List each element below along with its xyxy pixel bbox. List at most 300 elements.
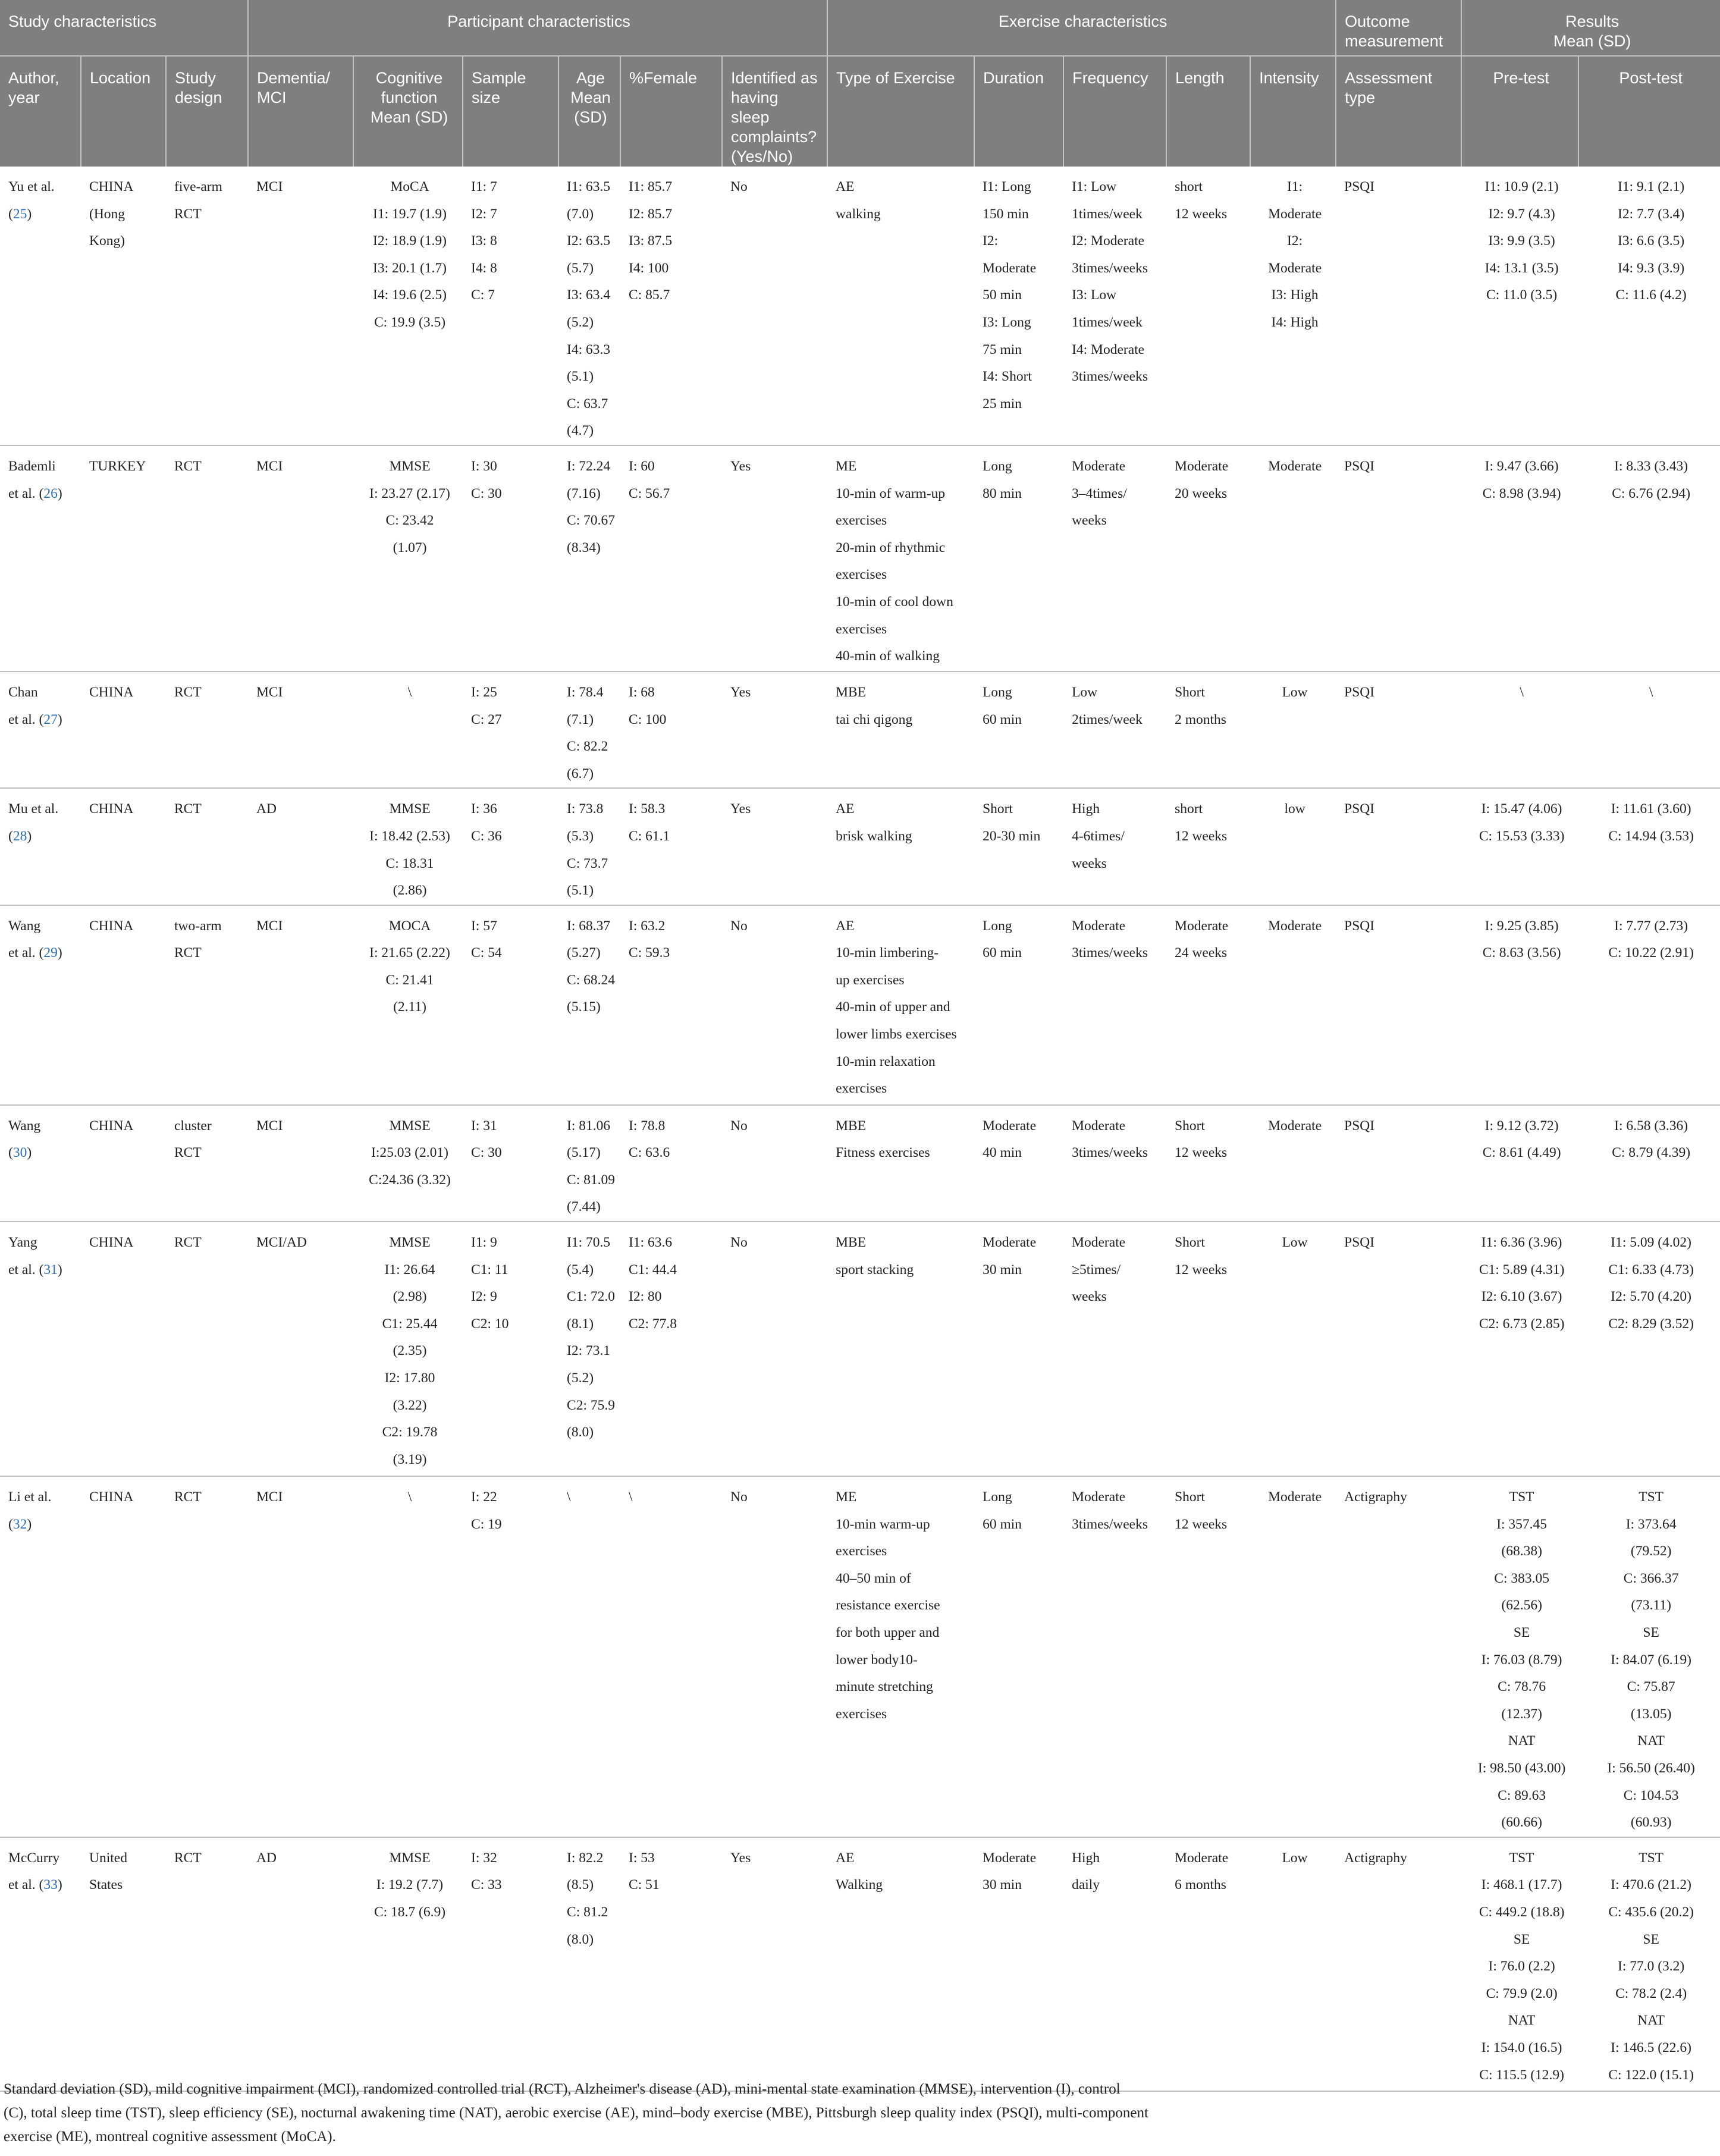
cell-line: I:25.03 (2.01) (371, 1145, 448, 1161)
cell-line: I4: 19.6 (2.5) (373, 287, 447, 303)
cell-sample (463, 167, 558, 445)
cell-length (1166, 1837, 1250, 2091)
cell-line: I1: 63.5 (567, 179, 611, 194)
cell-line: Moderate (1268, 1489, 1322, 1505)
cell-line: lower limbs exercises (836, 1027, 957, 1043)
cell-sleep (722, 1476, 827, 1837)
cell-line: SE (1643, 1931, 1659, 1947)
table-row (0, 788, 1720, 905)
reference-link[interactable]: 32 (12, 1516, 27, 1532)
cell-line: (8.0) (567, 1931, 594, 1947)
cell-line: C: 56.7 (629, 485, 670, 501)
cell-line: RCT (174, 945, 202, 961)
col-header-length: Length (1166, 56, 1250, 167)
cell-line: I: 84.07 (6.19) (1611, 1652, 1692, 1668)
cell-line: (5.17) (567, 1145, 601, 1161)
cell-line: short (1175, 179, 1203, 194)
cell-sample (463, 1105, 558, 1222)
reference-link[interactable]: 25 (12, 206, 27, 222)
cell-age (558, 788, 620, 905)
cell-line: Moderate (983, 1850, 1037, 1866)
cell-line: CHINA (89, 1118, 134, 1134)
cell-assessment (1336, 1476, 1461, 1837)
cell-line: I: 56.50 (26.40) (1607, 1760, 1695, 1776)
cell-length (1166, 445, 1250, 671)
cell-intensity (1250, 167, 1336, 445)
cell-line: I: 82.2 (567, 1850, 604, 1866)
cell-line: (79.52) (1630, 1543, 1672, 1559)
cell-line: TST (1639, 1489, 1664, 1505)
cell-line: C: 61.1 (629, 828, 670, 844)
cell-line: PSQI (1344, 179, 1375, 194)
cell-female (620, 1837, 722, 2091)
cell-cognitive (353, 445, 463, 671)
cell-line: Yes (730, 801, 751, 817)
cell-assessment (1336, 788, 1461, 905)
cell-line: Moderate (983, 1235, 1037, 1251)
cell-dementia (248, 1476, 353, 1837)
cell-line: C: 10.22 (2.91) (1608, 945, 1694, 961)
cell-line: Moderate (1268, 918, 1322, 934)
cell-line: (8.0) (567, 1424, 594, 1441)
cell-line: Wang (8, 1118, 41, 1134)
cell-author (0, 445, 81, 671)
cell-post (1578, 1476, 1720, 1837)
col-header-sleep: Identified as having sleep complaints? (Yes/No) (722, 56, 827, 167)
cell-line: Low (1282, 1850, 1308, 1866)
cell-line: MMSE (389, 1118, 431, 1134)
cell-line: AE (836, 179, 855, 194)
cell-line: (7.44) (567, 1199, 601, 1215)
cell-line: MCI (256, 684, 283, 700)
cell-line: C: 14.94 (3.53) (1608, 828, 1694, 844)
cell-line: (30) (8, 1145, 32, 1161)
cell-assessment (1336, 167, 1461, 445)
cell-line: 3–4times/ (1072, 485, 1127, 501)
group-exercise: Exercise characteristics (827, 0, 1336, 56)
reference-link[interactable]: 28 (12, 828, 27, 844)
cell-line: Short (1175, 684, 1206, 700)
cell-line: Fitness exercises (836, 1145, 930, 1161)
cell-line: I: 470.6 (21.2) (1611, 1877, 1692, 1893)
cell-dementia (248, 445, 353, 671)
cell-line: I: 68 (629, 684, 655, 700)
cell-line: (6.7) (567, 765, 594, 782)
cell-line: 30 min (983, 1261, 1022, 1278)
cell-line: (3.19) (393, 1451, 427, 1467)
cell-sleep (722, 905, 827, 1105)
cell-line: 150 min (983, 206, 1029, 222)
cell-line: I: 9.47 (3.66) (1484, 458, 1559, 474)
cell-line: (5.27) (567, 945, 601, 961)
cell-line: C: 36 (471, 828, 502, 844)
cell-line: C: 435.6 (20.2) (1608, 1904, 1694, 1920)
cell-line: I: 78.4 (567, 684, 604, 700)
cell-line: for both upper and (836, 1625, 940, 1641)
cell-author (0, 1222, 81, 1476)
col-header-age: Age Mean (SD) (558, 56, 620, 167)
cell-length (1166, 167, 1250, 445)
cell-line: exercises (836, 621, 887, 637)
col-header-female: %Female (620, 56, 722, 167)
cell-line: 30 min (983, 1877, 1022, 1893)
cell-length (1166, 1105, 1250, 1222)
cell-line: I: 11.61 (3.60) (1611, 801, 1691, 817)
cell-dementia (248, 1222, 353, 1476)
table-row (0, 671, 1720, 788)
col-header-duration: Duration (974, 56, 1063, 167)
cell-line: AE (836, 918, 855, 934)
cell-line: RCT (174, 1850, 202, 1866)
cell-post (1578, 445, 1720, 671)
cell-line: Moderate (1268, 206, 1322, 222)
cell-line: 40-min of upper and (836, 999, 950, 1015)
cell-location (81, 671, 166, 788)
cell-line: I: 18.42 (2.53) (369, 828, 450, 844)
cell-line: High (1072, 801, 1100, 817)
cell-age (558, 1476, 620, 1837)
cell-dementia (248, 671, 353, 788)
cell-line: C1: 6.33 (4.73) (1608, 1261, 1694, 1278)
cell-age (558, 1222, 620, 1476)
cell-type (827, 671, 974, 788)
cell-line: C1: 5.89 (4.31) (1479, 1261, 1565, 1278)
cell-line: (12.37) (1501, 1706, 1542, 1722)
cell-age (558, 1837, 620, 2091)
cell-sleep (722, 1837, 827, 2091)
cell-line: I1: 7 (471, 179, 497, 194)
reference-link[interactable]: 31 (43, 1261, 58, 1278)
cell-sleep (722, 1105, 827, 1222)
table-row (0, 905, 1720, 1105)
col-header-pre: Pre-test (1461, 56, 1578, 167)
cell-line: C: 63.7 (567, 396, 608, 412)
cell-line: C2: 19.78 (382, 1424, 438, 1441)
cell-pre (1461, 788, 1578, 905)
cell-line: C: 19.9 (3.5) (373, 314, 446, 330)
reference-link[interactable]: 29 (43, 945, 58, 961)
cell-line: Low (1072, 684, 1098, 700)
cell-frequency (1063, 671, 1166, 788)
cell-line: 20 weeks (1175, 485, 1228, 501)
cell-line: PSQI (1344, 458, 1375, 474)
cell-line: C: 115.5 (12.9) (1479, 2067, 1564, 2083)
cell-line: MMSE (389, 1235, 431, 1251)
cell-line: exercises (836, 513, 887, 529)
cell-design (166, 1222, 248, 1476)
cell-dementia (248, 788, 353, 905)
cell-line: (60.93) (1630, 1815, 1672, 1831)
cell-line: I: 78.8 (629, 1118, 666, 1134)
cell-line: 12 weeks (1175, 1261, 1228, 1278)
cell-line: Yes (730, 458, 751, 474)
cell-line: C: 100 (629, 711, 667, 727)
col-header-assessment: Assessment type (1336, 56, 1461, 167)
cell-line: No (730, 1489, 748, 1505)
cell-line: States (89, 1877, 123, 1893)
cell-line: McCurry (8, 1850, 60, 1866)
cell-post (1578, 905, 1720, 1105)
cell-intensity (1250, 1105, 1336, 1222)
cell-line: Short (1175, 1489, 1206, 1505)
cell-line: I3: 20.1 (1.7) (373, 260, 447, 276)
cell-line: Yes (730, 684, 751, 700)
cell-line: CHINA (89, 801, 134, 817)
cell-female (620, 788, 722, 905)
cell-line: C: 27 (471, 711, 502, 727)
cell-line: I: 72.24 (567, 458, 611, 474)
cell-line: I3: 9.9 (3.5) (1488, 233, 1555, 249)
cell-length (1166, 1222, 1250, 1476)
cell-assessment (1336, 1222, 1461, 1476)
cell-line: C: 85.7 (629, 287, 670, 303)
cell-line: Long (983, 458, 1012, 474)
cell-line: (2.86) (393, 883, 427, 899)
cell-line: weeks (1072, 513, 1107, 529)
cell-dementia (248, 1837, 353, 2091)
cell-dementia (248, 905, 353, 1105)
footnote-line: Standard deviation (SD), mild cognitive impairment (MCI), randomized controlled trial (RCT), Alzheimer's disease (AD), mini-mental state examination (MMSE), intervention (I), control (4, 2081, 1120, 2097)
cell-line: 24 weeks (1175, 945, 1228, 961)
cell-line: \ (629, 1489, 633, 1505)
cell-location (81, 1105, 166, 1222)
cell-location (81, 788, 166, 905)
cell-line: Wang (8, 918, 41, 934)
cell-line: (13.05) (1630, 1706, 1672, 1722)
cell-line: (2.35) (393, 1343, 427, 1359)
cell-line: MCI (256, 1489, 283, 1505)
cell-line: I: 76.0 (2.2) (1488, 1959, 1555, 1975)
cell-line: 10-min relaxation (836, 1053, 936, 1069)
cell-line: 75 min (983, 341, 1022, 357)
cell-line: I1: 63.6 (629, 1235, 673, 1251)
cell-design (166, 1105, 248, 1222)
cell-line: CHINA (89, 179, 134, 194)
cell-line: I: 25 (471, 684, 497, 700)
cell-intensity (1250, 1222, 1336, 1476)
cell-line: exercises (836, 1706, 887, 1722)
cell-line: I4: High (1271, 314, 1319, 330)
cell-line: C1: 44.4 (629, 1261, 677, 1278)
cell-line: Moderate (1072, 1235, 1126, 1251)
cell-design (166, 671, 248, 788)
cell-line: TST (1509, 1489, 1534, 1505)
cell-duration (974, 1476, 1063, 1837)
cell-line: C: 73.7 (567, 855, 608, 871)
table-row (0, 1222, 1720, 1476)
cell-line: I: 23.27 (2.17) (369, 485, 450, 501)
table-row (0, 1105, 1720, 1222)
cell-assessment (1336, 445, 1461, 671)
cell-line: C2: 75.9 (567, 1397, 615, 1413)
cell-location (81, 445, 166, 671)
cell-line: (2.98) (393, 1289, 427, 1305)
cell-line: 20-30 min (983, 828, 1041, 844)
cell-pre (1461, 167, 1578, 445)
cell-duration (974, 1222, 1063, 1476)
cell-line: I1: 85.7 (629, 179, 673, 194)
cell-line: C: 366.37 (1623, 1570, 1679, 1586)
cell-line: Mu et al. (8, 801, 59, 817)
cell-line: 3times/weeks (1072, 1516, 1148, 1532)
cell-line: 1times/week (1072, 314, 1143, 330)
cell-line: tai chi qigong (836, 711, 913, 727)
cell-line: I4: 9.3 (3.9) (1618, 260, 1685, 276)
cell-line: I: 68.37 (567, 918, 611, 934)
cell-line: I1: 19.7 (1.9) (373, 206, 447, 222)
cell-line: 3times/weeks (1072, 1145, 1148, 1161)
reference-link[interactable]: 33 (43, 1877, 58, 1893)
cell-line: PSQI (1344, 1118, 1375, 1134)
cell-line: C: 8.79 (4.39) (1612, 1145, 1691, 1161)
cell-line: Moderate (1175, 918, 1229, 934)
cell-line: RCT (174, 458, 202, 474)
cell-line: I: 373.64 (1625, 1516, 1677, 1532)
cell-line: No (730, 918, 748, 934)
cell-line: I2: 6.10 (3.67) (1481, 1289, 1562, 1305)
cell-line: I3: Low (1072, 287, 1117, 303)
cell-line: I4: 8 (471, 260, 497, 276)
cell-line: Moderate (1072, 1118, 1126, 1134)
cell-line: I: 7.77 (2.73) (1614, 918, 1688, 934)
cell-line: Low (1282, 1235, 1308, 1251)
cell-pre (1461, 445, 1578, 671)
cell-line: et al. (29) (8, 945, 62, 961)
cell-line: C: 30 (471, 485, 502, 501)
cell-line: Yes (730, 1850, 751, 1866)
cell-line: 12 weeks (1175, 206, 1228, 222)
cell-line: (8.34) (567, 539, 601, 556)
cell-line: Moderate (1268, 458, 1322, 474)
cell-line: (5.3) (567, 828, 594, 844)
footnote-line: exercise (ME), montreal cognitive assessment (MoCA). (4, 2129, 336, 2145)
cell-sample (463, 671, 558, 788)
reference-link[interactable]: 26 (43, 485, 58, 501)
cell-location (81, 905, 166, 1105)
group-header-row (0, 0, 1720, 56)
cell-line: (7.0) (567, 206, 594, 222)
cell-line: I1: 26.64 (384, 1261, 435, 1278)
cell-line: I1: (1287, 179, 1303, 194)
cell-line: \ (1520, 684, 1524, 700)
table-footnote (0, 2077, 1720, 2149)
cell-age (558, 905, 620, 1105)
cell-line: C: 8.61 (4.49) (1482, 1145, 1561, 1161)
cell-line: (5.1) (567, 369, 594, 385)
cell-sleep (722, 445, 827, 671)
col-header-author: Author, year (0, 56, 81, 167)
cell-line: I2: Moderate (1072, 233, 1145, 249)
cell-line: (60.66) (1501, 1815, 1542, 1831)
cell-line: (1.07) (393, 539, 427, 556)
cell-line: I3: 8 (471, 233, 497, 249)
cell-line: MBE (836, 1118, 867, 1134)
cell-line: C: 11.0 (3.5) (1486, 287, 1558, 303)
cell-type (827, 1837, 974, 2091)
cell-design (166, 1837, 248, 2091)
cell-line: (7.16) (567, 485, 601, 501)
cell-pre (1461, 1222, 1578, 1476)
cell-line: C: 8.63 (3.56) (1482, 945, 1561, 961)
cell-line: I2: (1287, 233, 1303, 249)
cell-line: I: 60 (629, 458, 655, 474)
cell-line: I1: 6.36 (3.96) (1481, 1235, 1562, 1251)
cell-line: C: 8.98 (3.94) (1482, 485, 1561, 501)
cell-line: MCI/AD (256, 1235, 307, 1251)
cell-line: AE (836, 1850, 855, 1866)
cell-line: 25 min (983, 396, 1022, 412)
table-row (0, 167, 1720, 445)
cell-line: Long (983, 1489, 1012, 1505)
cell-line: I: 77.0 (3.2) (1618, 1959, 1685, 1975)
cell-line: C2: 77.8 (629, 1316, 677, 1332)
reference-link[interactable]: 30 (12, 1145, 27, 1161)
cell-line: I2: (983, 233, 999, 249)
cell-line: C: 78.2 (2.4) (1615, 1985, 1687, 2001)
cell-line: (28) (8, 828, 32, 844)
cell-line: 2times/week (1072, 711, 1143, 727)
cell-line: I: 98.50 (43.00) (1477, 1760, 1566, 1776)
cell-line: brisk walking (836, 828, 912, 844)
cell-line: Low (1282, 684, 1308, 700)
cell-line: Walking (836, 1877, 883, 1893)
cell-line: PSQI (1344, 684, 1375, 700)
cell-line: MMSE (389, 458, 431, 474)
cell-location (81, 167, 166, 445)
cell-author (0, 1837, 81, 2091)
cell-line: up exercises (836, 972, 905, 988)
cell-sample (463, 905, 558, 1105)
cell-line: (3.22) (393, 1397, 427, 1413)
reference-link[interactable]: 27 (43, 711, 58, 727)
cell-line: Actigraphy (1344, 1850, 1407, 1866)
cell-line: I: 30 (471, 458, 497, 474)
cell-line: MBE (836, 684, 867, 700)
table-row (0, 1476, 1720, 1837)
cell-line: 10-min of warm-up (836, 485, 946, 501)
cell-line: I: 36 (471, 801, 497, 817)
cell-frequency (1063, 1222, 1166, 1476)
cell-line: (8.5) (567, 1877, 594, 1893)
cell-type (827, 905, 974, 1105)
cell-line: 20-min of rhythmic (836, 539, 946, 556)
cell-line: I4: 63.3 (567, 341, 611, 357)
cell-sample (463, 1837, 558, 2091)
cell-line: C2: 10 (471, 1316, 509, 1332)
cell-line: MCI (256, 179, 283, 194)
cell-line: NAT (1637, 1733, 1665, 1749)
cell-pre (1461, 671, 1578, 788)
cell-author (0, 788, 81, 905)
cell-line: exercises (836, 567, 887, 583)
cell-line: CHINA (89, 918, 134, 934)
cell-line: (5.2) (567, 1370, 594, 1386)
cell-line: MBE (836, 1235, 867, 1251)
cell-line: C: 59.3 (629, 945, 670, 961)
cell-line: Moderate (1175, 1850, 1229, 1866)
cell-line: (68.38) (1501, 1543, 1542, 1559)
cell-line: I2: 63.5 (567, 233, 611, 249)
cell-post (1578, 1105, 1720, 1222)
cell-line: short (1175, 801, 1203, 817)
cell-line: No (730, 1118, 748, 1134)
cell-line: (5.7) (567, 260, 594, 276)
cell-pre (1461, 1476, 1578, 1837)
cell-line: 10-min warm-up (836, 1516, 930, 1532)
cell-line: PSQI (1344, 801, 1375, 817)
cell-line: C2: 8.29 (3.52) (1608, 1316, 1694, 1332)
cell-line: I: 6.58 (3.36) (1614, 1118, 1688, 1134)
